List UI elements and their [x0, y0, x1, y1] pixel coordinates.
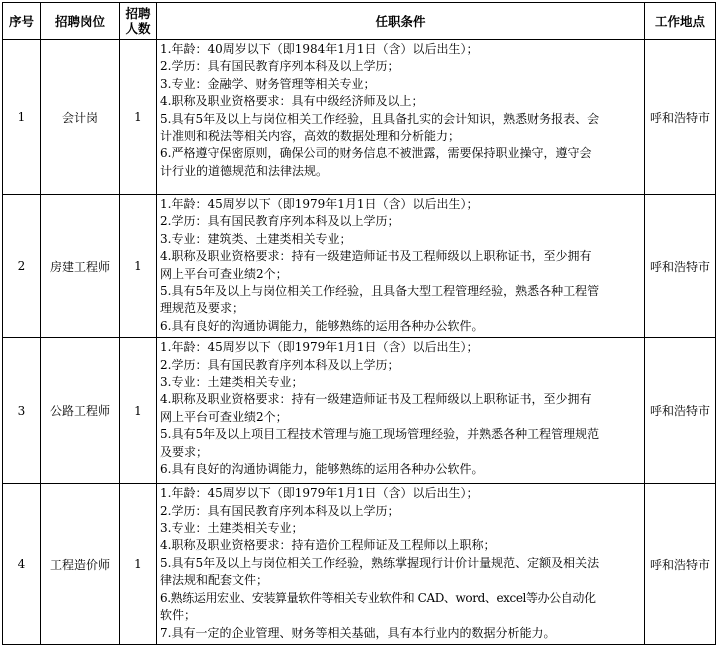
requirement-line: 4.职称及职业资格要求：具有中级经济师及以上； [160, 94, 424, 109]
table-body [3, 40, 716, 645]
requirement-line: 理规范及要求； [160, 301, 245, 316]
requirement-line: 4.职称及职业资格要求：持有造价工程师证及工程师以上职称； [160, 538, 496, 553]
row-count: 1 [120, 195, 157, 338]
requirement-line: 1.年龄：45周岁以下（即1979年1月1日（含）以后出生）； [160, 486, 479, 501]
requirement-line: 4.职称及职业资格要求：持有一级建造师证书及工程师级以上职称证书，至少拥有 [160, 392, 592, 407]
requirement-line: 5.具有5年及以上与岗位相关工作经验，熟练掌握现行计价计量规范、定额及相关法 [160, 555, 600, 570]
recruitment-table [2, 2, 716, 645]
requirement-line: 5.具有5年及以上项目工程技术管理与施工现场管理经验，并熟悉各种工程管理规范 [160, 427, 600, 442]
requirement-line: 1.年龄：40周岁以下（即1984年1月1日（含）以后出生）； [160, 42, 479, 56]
requirement-line: 计准则和税法等相关内容，高效的数据处理和分析能力； [160, 129, 461, 144]
requirement-line: 6.具有良好的沟通协调能力，能够熟练的运用各种办公软件。 [160, 462, 484, 477]
row-requirements [157, 484, 645, 645]
requirement-line: 2.学历：具有国民教育序列本科及以上学历； [160, 503, 400, 518]
header-location: 工作地点 [645, 3, 716, 40]
requirement-line: 7.具有一定的企业管理、财务等相关基础，具有本行业内的数据分析能力。 [160, 625, 556, 640]
header-count-line2: 人数 [125, 21, 151, 36]
table-row [3, 338, 716, 484]
row-requirements [157, 195, 645, 338]
requirement-line: 6.严格遵守保密原则，确保公司的财务信息不被泄露，需要保持职业操守，遵守会 [160, 146, 592, 161]
header-row [3, 3, 716, 40]
header-count [120, 3, 157, 40]
requirement-line: 软件； [160, 608, 197, 623]
table-row [3, 484, 716, 645]
requirement-line: 6.具有良好的沟通协调能力，能够熟练的运用各种办公软件。 [160, 318, 484, 333]
requirement-line: 5.具有5年及以上与岗位相关工作经验，且具备扎实的会计知识，熟悉财务报表、会 [160, 111, 600, 126]
table-row [3, 195, 716, 338]
row-position: 会计岗 [41, 40, 120, 195]
requirement-line: 计行业的道德规范和法律法规。 [160, 163, 329, 178]
row-position: 房建工程师 [41, 195, 120, 338]
row-count: 1 [120, 338, 157, 484]
row-location: 呼和浩特市 [645, 195, 716, 338]
table-row [3, 40, 716, 195]
row-location: 呼和浩特市 [645, 338, 716, 484]
header-count-line1: 招聘 [125, 6, 151, 21]
row-seq: 2 [3, 195, 41, 338]
requirement-line: 2.学历：具有国民教育序列本科及以上学历； [160, 357, 400, 372]
row-count: 1 [120, 40, 157, 195]
requirement-line: 3.专业：金融学、财务管理等相关专业； [160, 76, 376, 91]
requirement-line: 4.职称及职业资格要求：持有一级建造师证书及工程师级以上职称证书，至少拥有 [160, 249, 592, 264]
requirement-line: 3.专业：土建类相关专业； [160, 375, 304, 390]
requirement-line: 律法规和配套文件； [160, 573, 269, 588]
requirement-line: 及要求； [160, 444, 209, 459]
row-count: 1 [120, 484, 157, 645]
header-seq: 序号 [3, 3, 41, 40]
requirement-line: 1.年龄：45周岁以下（即1979年1月1日（含）以后出生）； [160, 340, 479, 355]
requirement-line: 网上平台可查业绩2个； [160, 409, 288, 424]
row-location: 呼和浩特市 [645, 40, 716, 195]
row-position: 工程造价师 [41, 484, 120, 645]
row-position: 公路工程师 [41, 338, 120, 484]
row-requirements [157, 40, 645, 195]
requirement-line: 2.学历：具有国民教育序列本科及以上学历； [160, 59, 400, 74]
requirement-line: 网上平台可查业绩2个； [160, 266, 288, 281]
row-seq: 4 [3, 484, 41, 645]
header-requirements: 任职条件 [157, 3, 645, 40]
requirement-line: 5.具有5年及以上与岗位相关工作经验，且具备大型工程管理经验，熟悉各种工程管 [160, 284, 600, 299]
row-location: 呼和浩特市 [645, 484, 716, 645]
requirement-line: 6.熟练运用宏业、安装算量软件等相关专业软件和 CAD、word、excel等办公自动化 [160, 590, 596, 605]
requirement-line: 2.学历：具有国民教育序列本科及以上学历； [160, 214, 400, 229]
row-seq: 3 [3, 338, 41, 484]
row-seq: 1 [3, 40, 41, 195]
requirement-line: 1.年龄：45周岁以下（即1979年1月1日（含）以后出生）； [160, 197, 479, 211]
requirement-line: 3.专业：建筑类、土建类相关专业； [160, 231, 352, 246]
requirement-line: 3.专业：土建类相关专业； [160, 521, 304, 536]
header-position: 招聘岗位 [41, 3, 120, 40]
row-requirements [157, 338, 645, 484]
